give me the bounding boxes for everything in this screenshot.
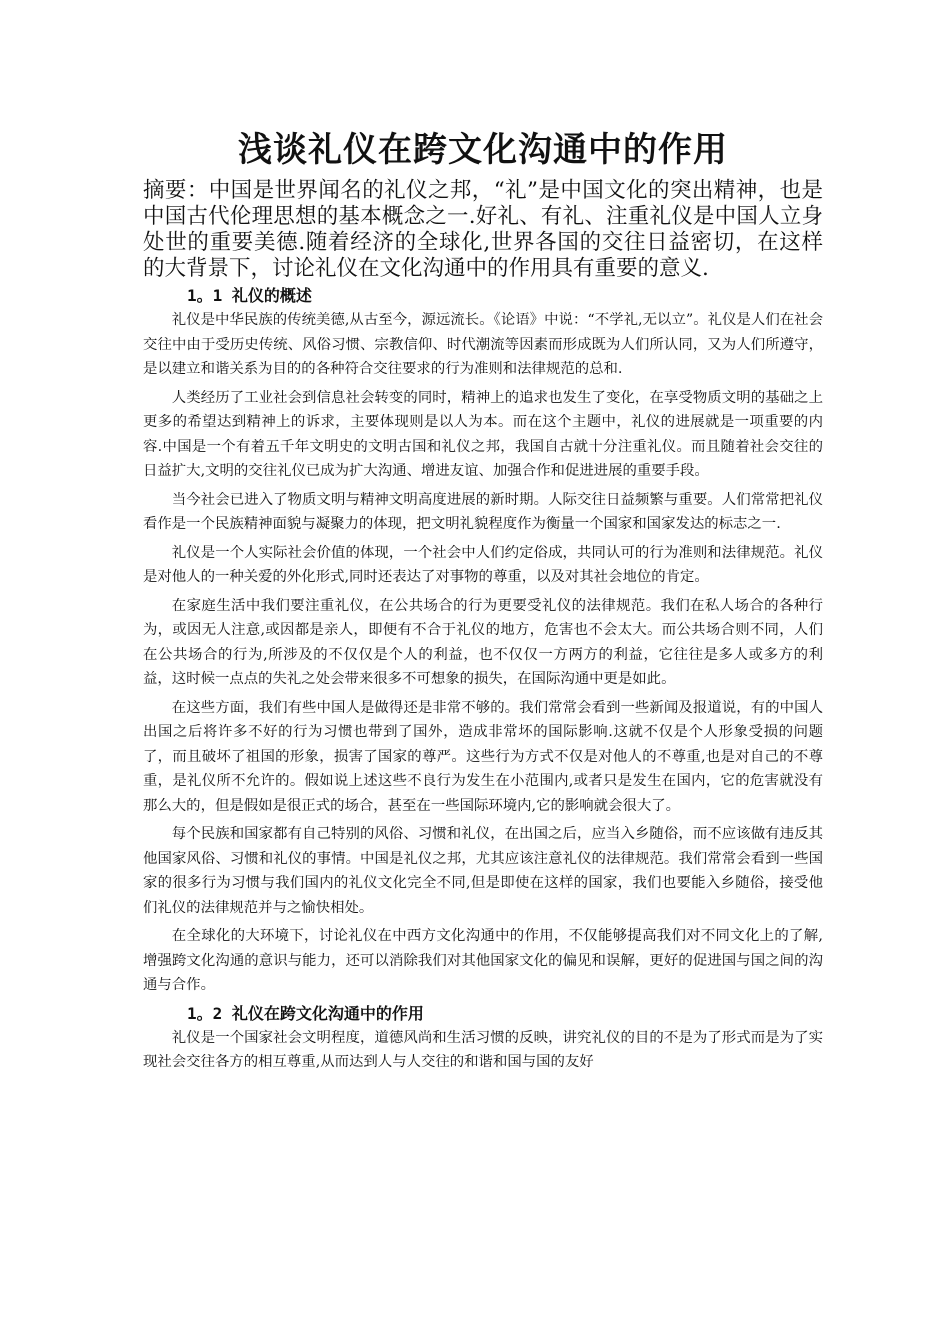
section-overview — [143, 284, 823, 998]
body-paragraph: 礼仪是中华民族的传统美德,从古至今，源远流长。《论语》中说：“不学礼,无以立”。礼仪是人们在社会交往中由于受历史传统、风俗习惯、宗教信仰、时代潮流等因素而形成既为人们所认同，又为人们所遵守，是以建立和谐关系为目的的各种符合交往要求的行为准则和法律规范的总和. — [143, 312, 823, 377]
section-heading-cross-cultural-role: 1。2 礼仪在跨文化沟通中的作用 — [187, 1003, 424, 1023]
body-paragraph: 在家庭生活中我们要注重礼仪，在公共场合的行为更要受礼仪的法律规范。我们在私人场合的各种行为，或因无人注意,或因都是亲人，即便有不合于礼仪的地方，危害也不会太大。而公共场合则不同，人们在公共场合的行为,所涉及的不仅仅是个人的利益，也不仅仅一方两方的利益，它往往是多人或多方的利益，这时候一点点的失礼之处会带来很多不可想象的损失，在国际沟通中更是如此。 — [143, 597, 823, 687]
body-paragraph: 在全球化的大环境下，讨论礼仪在中西方文化沟通中的作用，不仅能够提高我们对不同文化上的了解,增强跨文化沟通的意识与能力，还可以消除我们对其他国家文化的偏见和误解，更好的促进国与国之间的沟通与合作。 — [143, 928, 823, 993]
body-paragraph: 每个民族和国家都有自己特别的风俗、习惯和礼仪，在出国之后，应当入乡随俗，而不应该做有违反其他国家风俗、习惯和礼仪的事情。中国是礼仪之邦，尤其应该注意礼仪的法律规范。我们常常会看到一些国家的很多行为习惯与我们国内的礼仪文化完全不同,但是即使在这样的国家，我们也要能入乡随俗，接受他们礼仪的法律规范并与之愉快相处。 — [143, 826, 823, 916]
body-paragraph: 礼仪是一个人实际社会价值的体现，一个社会中人们约定俗成，共同认可的行为准则和法律规范。礼仪是对他人的一种关爱的外化形式,同时还表达了对事物的尊重，以及对其社会地位的肯定。 — [143, 544, 823, 585]
document-title: 浅谈礼仪在跨文化沟通中的作用 — [238, 130, 728, 170]
document-page — [143, 122, 823, 1079]
section-cross-cultural-role — [143, 1002, 823, 1075]
body-paragraph: 当今社会已进入了物质文明与精神文明高度进展的新时期。人际交往日益频繁与重要。人们常常把礼仪看作是一个民族精神面貌与凝聚力的体现，把文明礼貌程度作为衡量一个国家和国家发达的标志之一. — [143, 491, 823, 532]
body-paragraph: 在这些方面，我们有些中国人是做得还是非常不够的。我们常常会看到一些新闻及报道说，有的中国人出国之后将许多不好的行为习惯也带到了国外，造成非常坏的国际影响.这就不仅是个人形象受损的问题了，而且破坏了祖国的形象，损害了国家的尊严。这些行为方式不仅是对他人的不尊重,也是对自己的不尊重，是礼仪所不允许的。假如说上述这些不良行为发生在小范围内,或者只是发生在国内，它的危害就没有那么大的，但是假如是很正式的场合，甚至在一些国际环境内,它的影响就会很大了。 — [143, 699, 823, 814]
body-paragraph: 礼仪是一个国家社会文明程度，道德风尚和生活习惯的反映，讲究礼仪的目的不是为了形式而是为了实现社会交往各方的相互尊重,从而达到人与人交往的和谐和国与国的友好 — [143, 1029, 823, 1070]
section-heading-overview: 1。1 礼仪的概述 — [187, 286, 312, 305]
abstract-paragraph: 摘要：中国是世界闻名的礼仪之邦，“礼”是中国文化的突出精神，也是中国古代伦理思想的基本概念之一.好礼、有礼、注重礼仪是中国人立身处世的重要美德.随着经济的全球化,世界各国的交往日益密切，在这样的大背景下，讨论礼仪在文化沟通中的作用具有重要的意义. — [143, 178, 823, 281]
body-paragraph: 人类经历了工业社会到信息社会转变的同时，精神上的追求也发生了变化，在享受物质文明的基础之上更多的希望达到精神上的诉求，主要体现则是以人为本。而在这个主题中，礼仪的进展就是一项重要的内容.中国是一个有着五千年文明史的文明古国和礼仪之邦，我国自古就十分注重礼仪。而且随着社会交往的日益扩大,文明的交往礼仪已成为扩大沟通、增进友谊、加强合作和促进进展的重要手段。 — [143, 389, 823, 479]
